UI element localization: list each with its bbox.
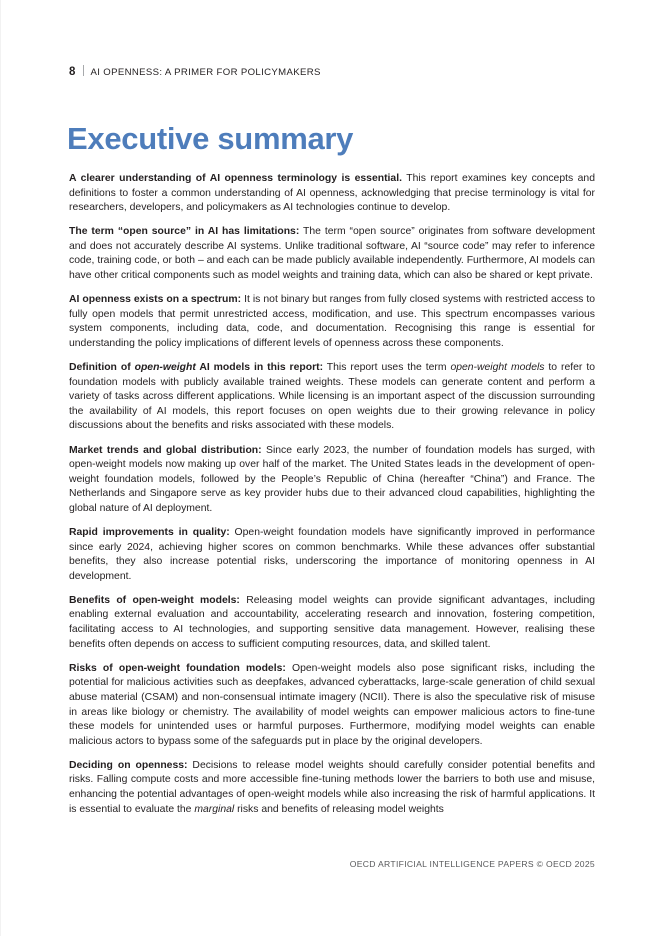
paragraph-body: Since early 2023, the number of foundation models has surged, with open-weight models now making up over half of the market. The United States leads in the development of open-weight foundation models, followed by the People’s Republic of China (hereafter “China”) and France. The Netherlands and Singapore serve as key provider hubs due to their advanced cloud capabilities, highlighting the global nature of AI deployment.	[69, 444, 596, 514]
paragraph-lead-in-pre: Definition of	[69, 362, 135, 374]
page-number: 8	[69, 66, 76, 78]
paragraph-risks	[69, 662, 595, 750]
paragraph-lead-in: The term “open source” in AI has limitations:	[69, 226, 300, 238]
paragraph-body-post: risks and benefits of releasing model weights	[234, 803, 444, 815]
paragraph-market-trends	[69, 444, 595, 517]
paragraph-body: This report examines key concepts and definitions to foster a common understanding of AI openness, acknowledging that precise terminology is vital for researchers, developers, and policymakers as AI technologies continue to develop.	[69, 173, 595, 214]
paragraph-lead-in: Benefits of open-weight models:	[69, 594, 240, 606]
paragraph-body: The term “open source” originates from software development and does not accurately describe AI systems. Unlike traditional software, AI “source code” may refer to inference code, training code, or both – and each can be made publicly available independently. Furthermore, AI models can have other critical components such as model weights and training data, which can also be shared or kept private.	[69, 226, 595, 282]
page-edge	[0, 0, 1, 936]
paragraph-body: Releasing model weights can provide significant advantages, including enabling external evaluation and accountability, accelerating research and innovation, fostering competition, facilitating access to AI technologies, and supporting sensitive data management. However, realising these benefits often depends on access to sufficient computing resources, data, and skilled talent.	[69, 594, 595, 650]
paragraph-body: Open-weight models also pose significant risks, including the potential for malicious activities such as deepfakes, advanced cyberattacks, large-scale generation of child sexual abuse material (CSAM) and non-consensual intimate imagery (NCII). There is also the speculative risk of misuse in areas like biology or chemistry. The availability of model weights can empower malicious actors to fine-tune these models for unintended uses or harmful purposes. Furthermore, modifying model weights can enable malicious actors to bypass some of the safeguards put in place by the original developers.	[69, 662, 595, 747]
paragraph-body-pre: This report uses the term	[323, 362, 451, 374]
paragraph-body: It is not binary but ranges from fully closed systems with restricted access to fully open models that permit unrestricted access, modification, and use. This spectrum encompasses various system components, including data, code, and documentation. Recognising this range is essential for understanding the policy implications of different levels of openness across these components.	[69, 294, 596, 349]
paragraph-benefits	[69, 594, 595, 652]
paragraph-spectrum	[69, 293, 595, 351]
paragraph-lead-in: Deciding on openness:	[69, 759, 188, 771]
paragraph-lead-in: A clearer understanding of AI openness terminology is essential.	[69, 173, 402, 184]
running-head-separator	[83, 65, 84, 76]
paragraph-definition-open-weight	[69, 361, 595, 434]
paragraph-body: Open-weight foundation models have significantly improved in performance since early 2024, achieving higher scores on common benchmarks. While these advances offer substantial benefits, they also increase potential risks, underscoring the importance of monitoring openness in AI development.	[69, 526, 595, 582]
paragraph-lead-in-emphasis: open-weight	[134, 362, 196, 374]
running-head	[69, 64, 321, 78]
paragraph-body-pre: Decisions to release model weights should carefully consider potential benefits and risks. Falling compute costs and more accessible fine-tuning methods lower the barriers to both use and misuse, enhancing the potential advantages of open-weight models while also increasing the risk of harmful applications. It is essential to evaluate the	[69, 759, 595, 815]
body-text-column	[69, 172, 595, 817]
running-head-title: AI OPENNESS: A PRIMER FOR POLICYMAKERS	[90, 67, 321, 78]
paragraph-deciding-openness	[69, 759, 595, 817]
paragraph-lead-in: Rapid improvements in quality:	[69, 526, 230, 538]
paragraph-rapid-improvements	[69, 526, 595, 584]
page-footer: OECD ARTIFICIAL INTELLIGENCE PAPERS © OECD 2025	[349, 859, 595, 869]
paragraph-lead-in: AI openness exists on a spectrum:	[69, 294, 242, 306]
paragraph-lead-in: Market trends and global distribution:	[69, 444, 262, 456]
paragraph-lead-in-post: AI models in this report:	[195, 362, 324, 374]
paragraph-body-emphasis: open-weight models	[450, 362, 545, 374]
page-title: Executive summary	[67, 120, 354, 156]
paragraph-terminology	[69, 172, 595, 216]
paragraph-body-emphasis: marginal	[194, 803, 235, 815]
paragraph-open-source-limitations	[69, 225, 595, 283]
paragraph-lead-in: Risks of open-weight foundation models:	[69, 662, 286, 674]
paragraph-body-post: to refer to foundation models with publicly available trained weights. These models can generate content and perform a variety of tasks across different applications. While licensing is an important aspect of the discussion surrounding the availability of AI models, this report focuses on open weights due to their growing relevance in policy discussions about the benefits and risks associated with these models.	[69, 362, 595, 432]
